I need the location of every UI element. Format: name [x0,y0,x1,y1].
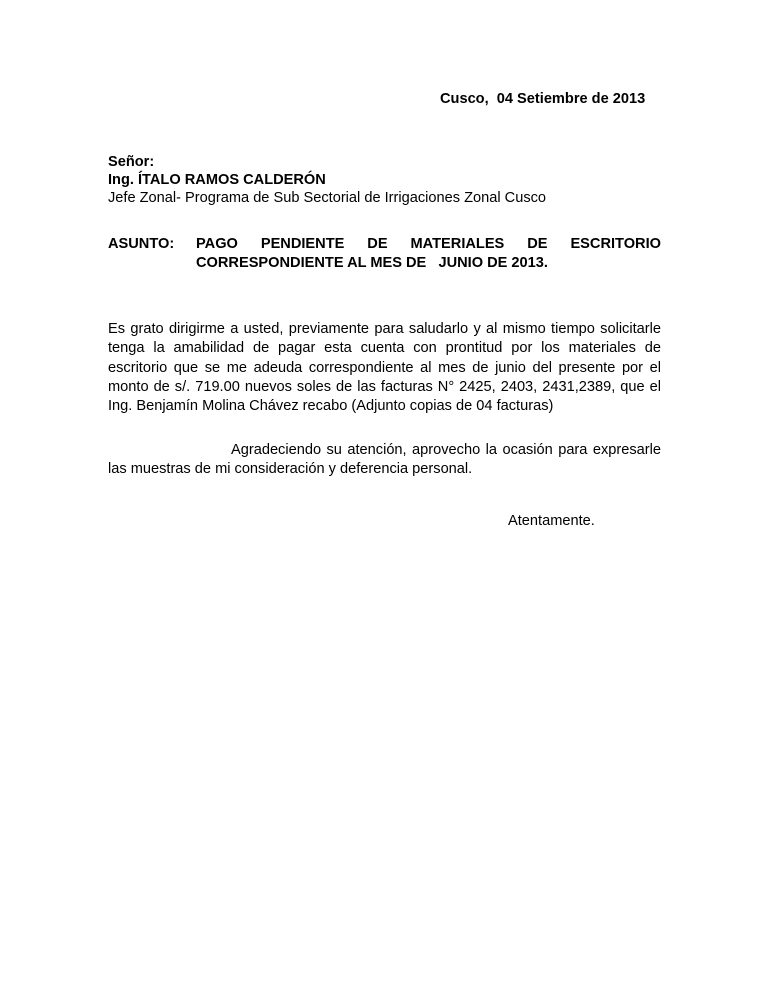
subject-text [196,235,661,273]
salutation: Señor: [108,154,155,170]
letter-date: Cusco, 04 Setiembre de 2013 [440,91,646,107]
subject-line-2: CORRESPONDIENTE AL MES DE JUNIO DE 2013. [196,255,548,271]
recipient-name: Ing. ÍTALO RAMOS CALDERÓN [108,172,326,188]
closing-text: Atentamente. [508,513,595,529]
recipient-title: Jefe Zonal- Programa de Sub Sectorial de Irrigaciones Zonal Cusco [108,190,547,206]
thanks-text: Agradeciendo su atención, aprovecho la ocasión para expresarle las muestras de mi consideración y deferencia personal. [108,442,661,477]
thanks-paragraph [108,441,661,479]
subject-line-1: PAGO PENDIENTE DE MATERIALES DE ESCRITORIO [196,236,661,252]
recipient-block [108,153,668,207]
subject-label: ASUNTO: [108,236,175,252]
body-paragraph: Es grato dirigirme a usted, previamente para saludarlo y al mismo tiempo solicitarle tenga la amabilidad de pagar esta cuenta con prontitud por los materiales de escritorio que se me adeuda correspondiente al mes de junio del presente por el monto de s/. 719.00 nuevos soles de las facturas N° 2425, 2403, 2431,2389, que el Ing. Benjamín Molina Chávez recabo (Adjunto copias de 04 facturas) [108,321,661,415]
